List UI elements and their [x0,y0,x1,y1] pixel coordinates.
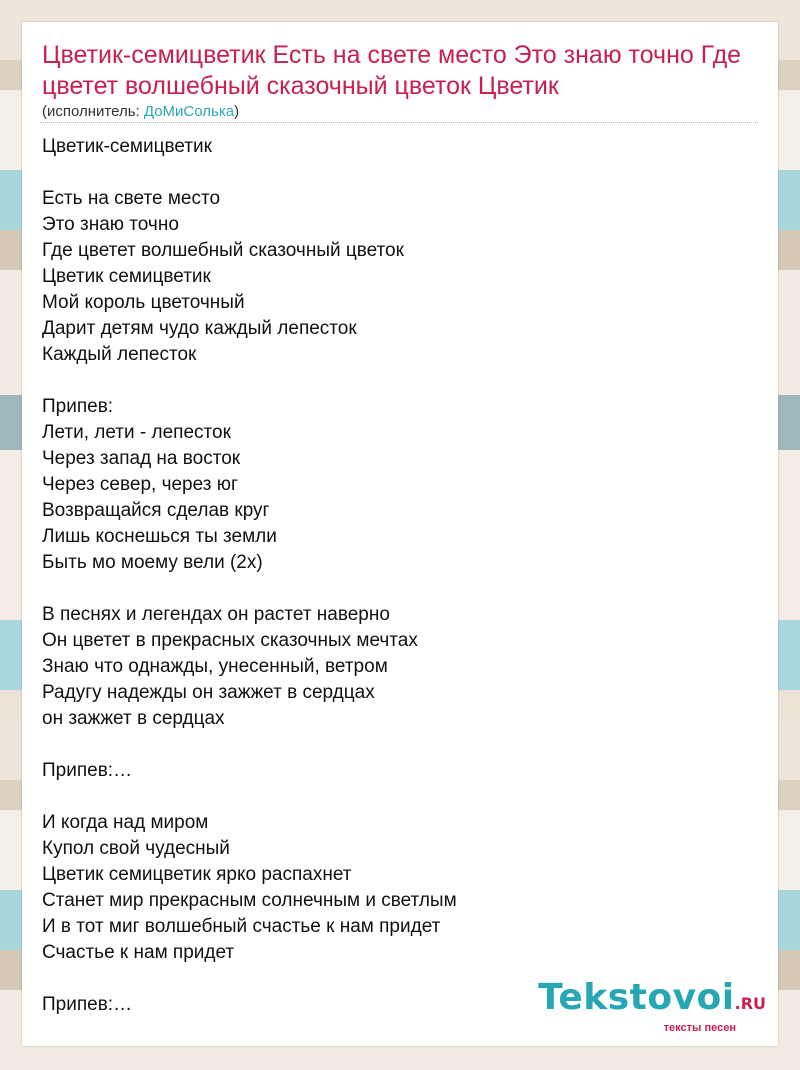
title-divider [40,122,758,123]
logo-tld: .RU [734,994,766,1013]
byline-suffix: ) [234,103,240,120]
byline-prefix: (исполнитель: [42,103,144,120]
site-logo[interactable] [538,977,766,1034]
logo-tagline: тексты песен [663,1022,736,1034]
lyrics-card [22,22,778,1046]
logo-name: Tekstovoi [538,977,735,1018]
artist-byline [42,103,239,121]
artist-link[interactable]: ДоМиСолька [143,103,235,120]
lyrics-text: Цветик-семицветик Есть на свете место Это знаю точно Где цветет волшебный сказочный цветок Цветик семицветик Мой король цветочный Дарит детям чудо каждый лепесток Каждый лепесток Припев: Лети, лети - лепесток Через запад на восток Через север, через юг Возвращайся сделав круг Лишь коснешься ты земли Быть мо моему вели (2х) В песнях и легендах он растет наверно Он цветет в прекрасных сказочных мечтах Знаю что однажды, унесенный, ветром Радугу надежды он зажжет в сердцах он зажжет в сердцах Припев:… И когда над миром Купол свой чудесный Цветик семицветик ярко распахнет Станет мир прекрасным солнечным и светлым И в тот миг волшебный счастье к нам придет Счастье к нам придет Припев:… [42,136,457,1015]
song-title: Цветик-семицветик Есть на свете место Это знаю точно Где цветет волшебный сказочный цветок Цветик [42,41,742,100]
